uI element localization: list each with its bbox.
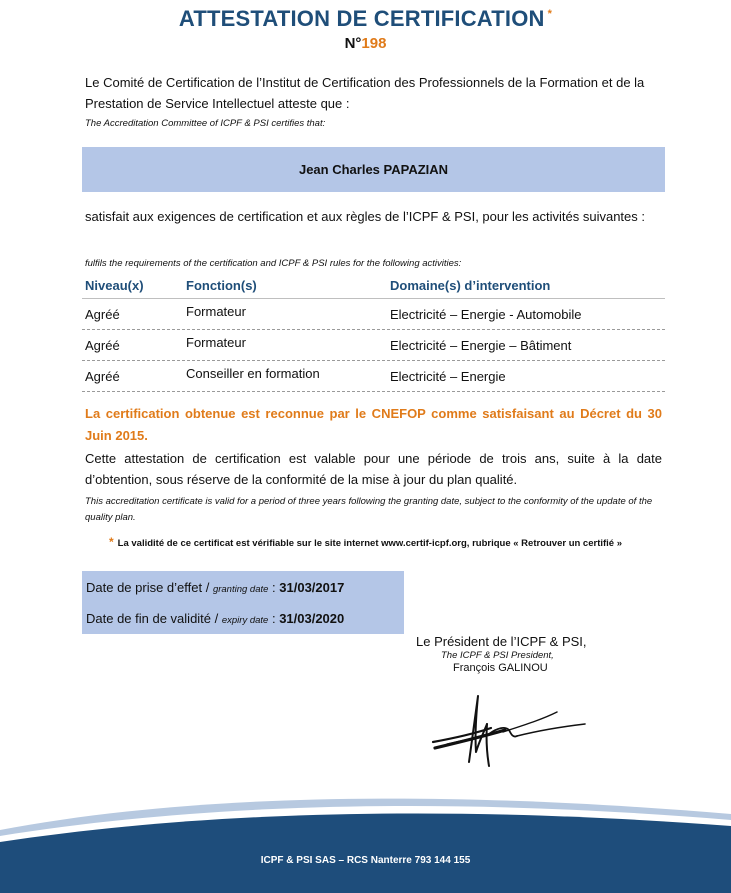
table-header: [82, 276, 665, 299]
verification-note: [0, 535, 731, 549]
row-domaine: Electricité – Energie: [390, 369, 506, 384]
footer-wave-band: [0, 790, 731, 893]
expiry-date-row: [86, 611, 344, 626]
dates-box: [82, 571, 404, 634]
document-title: [0, 6, 731, 32]
effect-label-en: granting date: [212, 584, 269, 595]
header-niveau: Niveau(x): [85, 278, 144, 293]
footer-company-info: ICPF & PSI SAS – RCS Nanterre 793 144 155: [260, 855, 471, 866]
note-text: La validité de ce certificat est vérifiable sur le site internet www.certif-icpf.org, rubrique « Retrouver un certifié »: [117, 538, 623, 549]
expiry-date-value: 31/03/2020: [279, 611, 345, 626]
certified-name-box: [82, 147, 665, 192]
effect-separator: :: [268, 580, 280, 595]
row-domaine: Electricité – Energie – Bâtiment: [390, 338, 572, 353]
row-niveau: Agréé: [85, 307, 120, 322]
validity-text: Cette attestation de certification est valable pour une période de trois ans, suite à la date d’obtention, sous réserve de la conformité de la mise à jour du plan qualité.: [85, 451, 662, 487]
handwritten-signature: [425, 690, 595, 770]
requirements-english: fulfils the requirements of the certification and ICPF & PSI rules for the following activities:: [85, 258, 462, 269]
effect-date-row: [86, 580, 344, 595]
title-text: ATTESTATION DE CERTIFICATION: [178, 6, 545, 31]
title-asterisk: *: [547, 8, 553, 20]
certificate-number: [0, 35, 731, 52]
table-row: [82, 299, 665, 330]
row-fonction: Formateur: [186, 335, 246, 350]
intro-text: Le Comité de Certification de l’Institut de Certification des Professionnels de la Formation et de la Prestation de Service Intellectuel atteste que :: [85, 75, 645, 111]
number-prefix: N°: [344, 35, 362, 52]
signatory-title-english: The ICPF & PSI President,: [441, 650, 554, 661]
certified-name: Jean Charles PAPAZIAN: [298, 162, 449, 177]
effect-date-value: 31/03/2017: [279, 580, 345, 595]
row-niveau: Agréé: [85, 369, 120, 384]
activities-table: [82, 276, 665, 392]
validity-english: This accreditation certificate is valid for a period of three years following the granting date, subject to the conformity of the update of the quality plan.: [85, 496, 653, 523]
intro-english: The Accreditation Committee of ICPF & PSI certifies that:: [85, 118, 326, 129]
expiry-label: Date de fin de validité /: [86, 611, 222, 626]
table-row: [82, 330, 665, 361]
requirements-text: satisfait aux exigences de certification et aux règles de l’ICPF & PSI, pour les activités suivantes :: [85, 209, 645, 224]
table-row: [82, 361, 665, 392]
row-fonction: Conseiller en formation: [186, 366, 320, 381]
row-fonction: Formateur: [186, 304, 246, 319]
row-domaine: Electricité – Energie - Automobile: [390, 307, 582, 322]
number-value: 198: [361, 35, 387, 52]
row-niveau: Agréé: [85, 338, 120, 353]
note-asterisk: *: [108, 535, 114, 549]
header-fonction: Fonction(s): [186, 278, 257, 293]
signatory-name: François GALINOU: [453, 662, 548, 674]
cnefop-recognition: La certification obtenue est reconnue par le CNEFOP comme satisfaisant au Décret du 30 Juin 2015.: [85, 406, 662, 443]
signatory-title: Le Président de l’ICPF & PSI,: [416, 634, 587, 649]
effect-label: Date de prise d’effet /: [86, 580, 213, 595]
signatory-block: [416, 634, 606, 674]
header-domaine: Domaine(s) d’intervention: [390, 278, 551, 293]
expiry-label-en: expiry date: [221, 615, 269, 626]
expiry-separator: :: [268, 611, 280, 626]
